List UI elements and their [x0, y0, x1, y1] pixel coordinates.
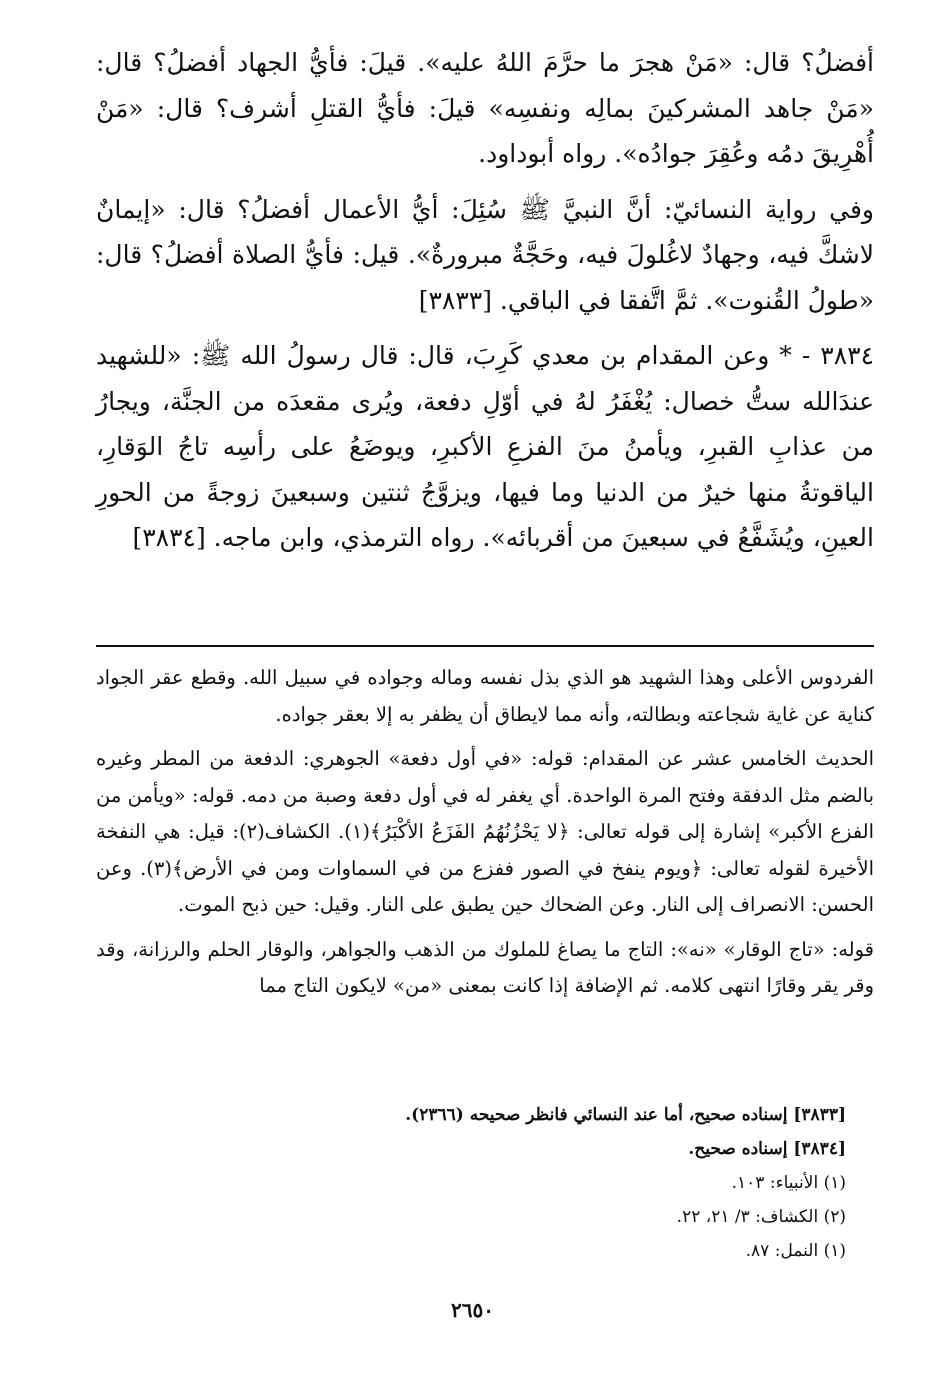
- footnotes: [96, 1103, 874, 1273]
- separator-line: [96, 645, 874, 647]
- commentary-paragraph: الحديث الخامس عشر عن المقدام: قوله: «في أول دفعة» الجوهري: الدفعة من المطر وغيره بالضم مثل الدفقة وفتح المرة الواحدة. أي يغفر له في أول دفعة وصبة من دمه. قوله: «ويأمن من الفزع الأكبر» إشارة إلى قوله تعالى: ﴿لا يَحْزُنُهُمُ الفَزَعُ الأكْبَرُ﴾(١). الكشاف(٢): قيل: هي النفخة الأخيرة لقوله تعالى: ﴿ويوم ينفخ في الصور ففزع من في السماوات ومن في الأرض﴾(٣). وعن الحسن: الانصراف إلى النار. وعن الضحاك حين يطبق على النار. وقيل: حين ذبح الموت.: [96, 747, 874, 916]
- commentary-paragraph: قوله: «تاج الوقار» «نه»: التاج ما يصاغ للملوك من الذهب والجواهر، والوقار الحلم والرزانة، وقد وقر يقر وقارًا انتهى كلامه. ثم الإضافة إذا كانت بمعنى «من» لايكون التاج مما: [96, 937, 874, 997]
- main-text: [96, 40, 874, 561]
- hadith-paragraph-continuation: أفضلُ؟ قال: «مَنْ هجرَ ما حرَّمَ اللهُ عليه». قيلَ: فأيُّ الجهاد أفضلُ؟ قال: «مَنْ جاهد المشركينَ بمالِه ونفسِه» قيلَ: فأيُّ القتلِ أشرف؟ قال: «مَنْ أُهْرِيقَ دمُه وعُقِرَ جوادُه». رواه أبوداود.: [96, 48, 874, 168]
- footnote-3834: [٣٨٣٤] إسناده صحيح.: [688, 1139, 846, 1159]
- footnote-2: (٢) الكشاف: ٣/ ٢١، ٢٢.: [676, 1207, 846, 1227]
- page-number: ٢٦٥٠: [451, 1298, 494, 1322]
- hadith-paragraph-nasai: وفي رواية النسائيّ: أنَّ النبيَّ ﷺ سُئِلَ: أيُّ الأعمال أفضلُ؟ قال: «إيمانٌ لاشكَّ فيه، وجهادٌ لاغُلولَ فيه، وحَجَّةٌ مبرورةٌ». قيل: فأيُّ الصلاة أفضلُ؟ قال: «طولُ القُنوت». ثمَّ اتَّفقا في الباقي. [٣٨٣٣]: [96, 194, 874, 315]
- hadith-paragraph-3834: ٣٨٣٤ - * وعن المقدام بن معدي كَرِبَ، قال: قال رسولُ الله ﷺ: «للشهيد عندَالله ستُّ خصال: يُغْفَرُ لهُ في أوّلِ دفعة، ويُرى مقعدَه من الجنَّة، ويجارُ من عذابِ القبرِ، ويأمنُ منَ الفزعِ الأكبرِ، ويوضَعُ على رأسِه تاجُ الوَقارِ، الياقوتةُ منها خيرٌ من الدنيا وما فيها، ويزوَّجُ ثنتين وسبعينَ زوجةً من الحورِ العينِ، ويُشَفَّعُ في سبعينَ من أقربائه». رواه الترمذي، وابن ماجه. [٣٨٣٤]: [96, 341, 874, 552]
- commentary-paragraph: الفردوس الأعلى وهذا الشهيد هو الذي بذل نفسه وماله وجواده في سبيل الله. وقطع عقر الجواد كناية عن غاية شجاعته وبطالته، وأنه مما لايطاق أن يظفر به إلا بعقر جواده.: [96, 666, 874, 726]
- footnote-1: (١) الأنبياء: ١٠٣.: [731, 1173, 846, 1193]
- footnote-3: (١) النمل: ٨٧.: [745, 1241, 846, 1261]
- footnote-3833: [٣٨٣٣] إسناده صحيح، أما عند النسائي فانظر صحيحه (٢٣٦٦).: [405, 1105, 846, 1125]
- commentary-section: [96, 660, 874, 1013]
